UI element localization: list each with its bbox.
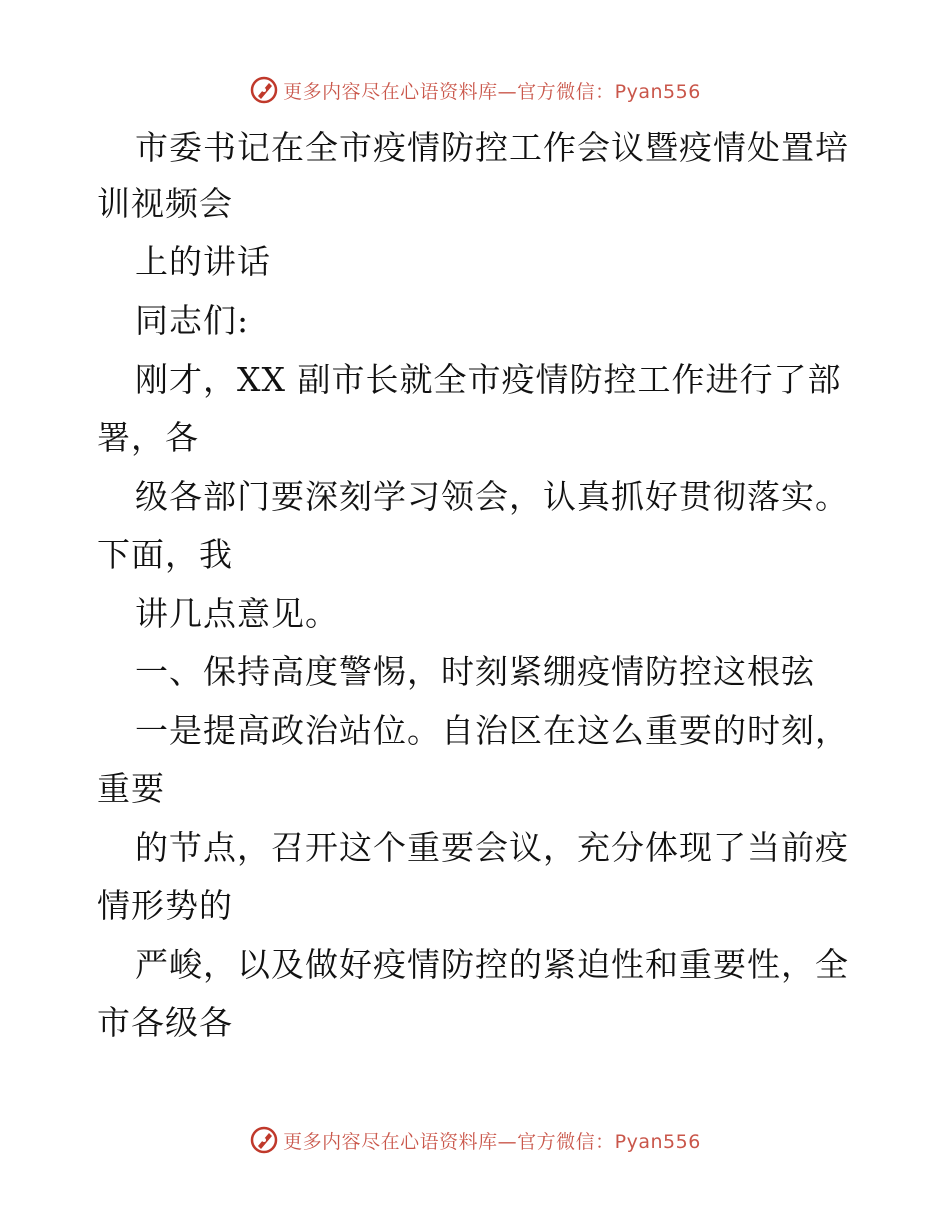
pen-logo-icon: [249, 1125, 279, 1155]
paragraph-line: 一是提高政治站位。自治区在这么重要的时刻，: [135, 711, 849, 750]
watermark-text: 更多内容尽在心语资料库—官方微信：Pyan556: [283, 1130, 701, 1153]
paragraph-line: 级各部门要深刻学习领会，认真抓好贯彻落实。: [135, 477, 849, 516]
paragraph-line: 刚才，XX 副市长就全市疫情防控工作进行了部: [135, 360, 842, 399]
paragraph-line: 讲几点意见。: [135, 594, 339, 633]
header-watermark: [0, 70, 950, 110]
paragraph-line: 下面，我: [97, 535, 233, 574]
title-line-2: 训视频会: [97, 184, 233, 223]
section-heading: 一、保持高度警惕，时刻紧绷疫情防控这根弦: [135, 652, 815, 691]
pen-logo-icon: [249, 75, 279, 105]
salutation: 同志们:: [135, 301, 250, 340]
watermark-text: 更多内容尽在心语资料库—官方微信：Pyan556: [283, 80, 701, 103]
paragraph-line: 严峻，以及做好疫情防控的紧迫性和重要性，全: [135, 945, 849, 984]
footer-watermark: [0, 1120, 950, 1160]
paragraph-line: 的节点，召开这个重要会议，充分体现了当前疫: [135, 828, 849, 867]
paragraph-line: 重要: [97, 769, 165, 808]
title-line-1: 市委书记在全市疫情防控工作会议暨疫情处置培: [135, 128, 849, 167]
paragraph-line: 情形势的: [97, 886, 233, 925]
paragraph-line: 署，各: [97, 418, 199, 457]
paragraph-line: 市各级各: [97, 1003, 233, 1042]
title-line-3: 上的讲话: [135, 242, 271, 281]
